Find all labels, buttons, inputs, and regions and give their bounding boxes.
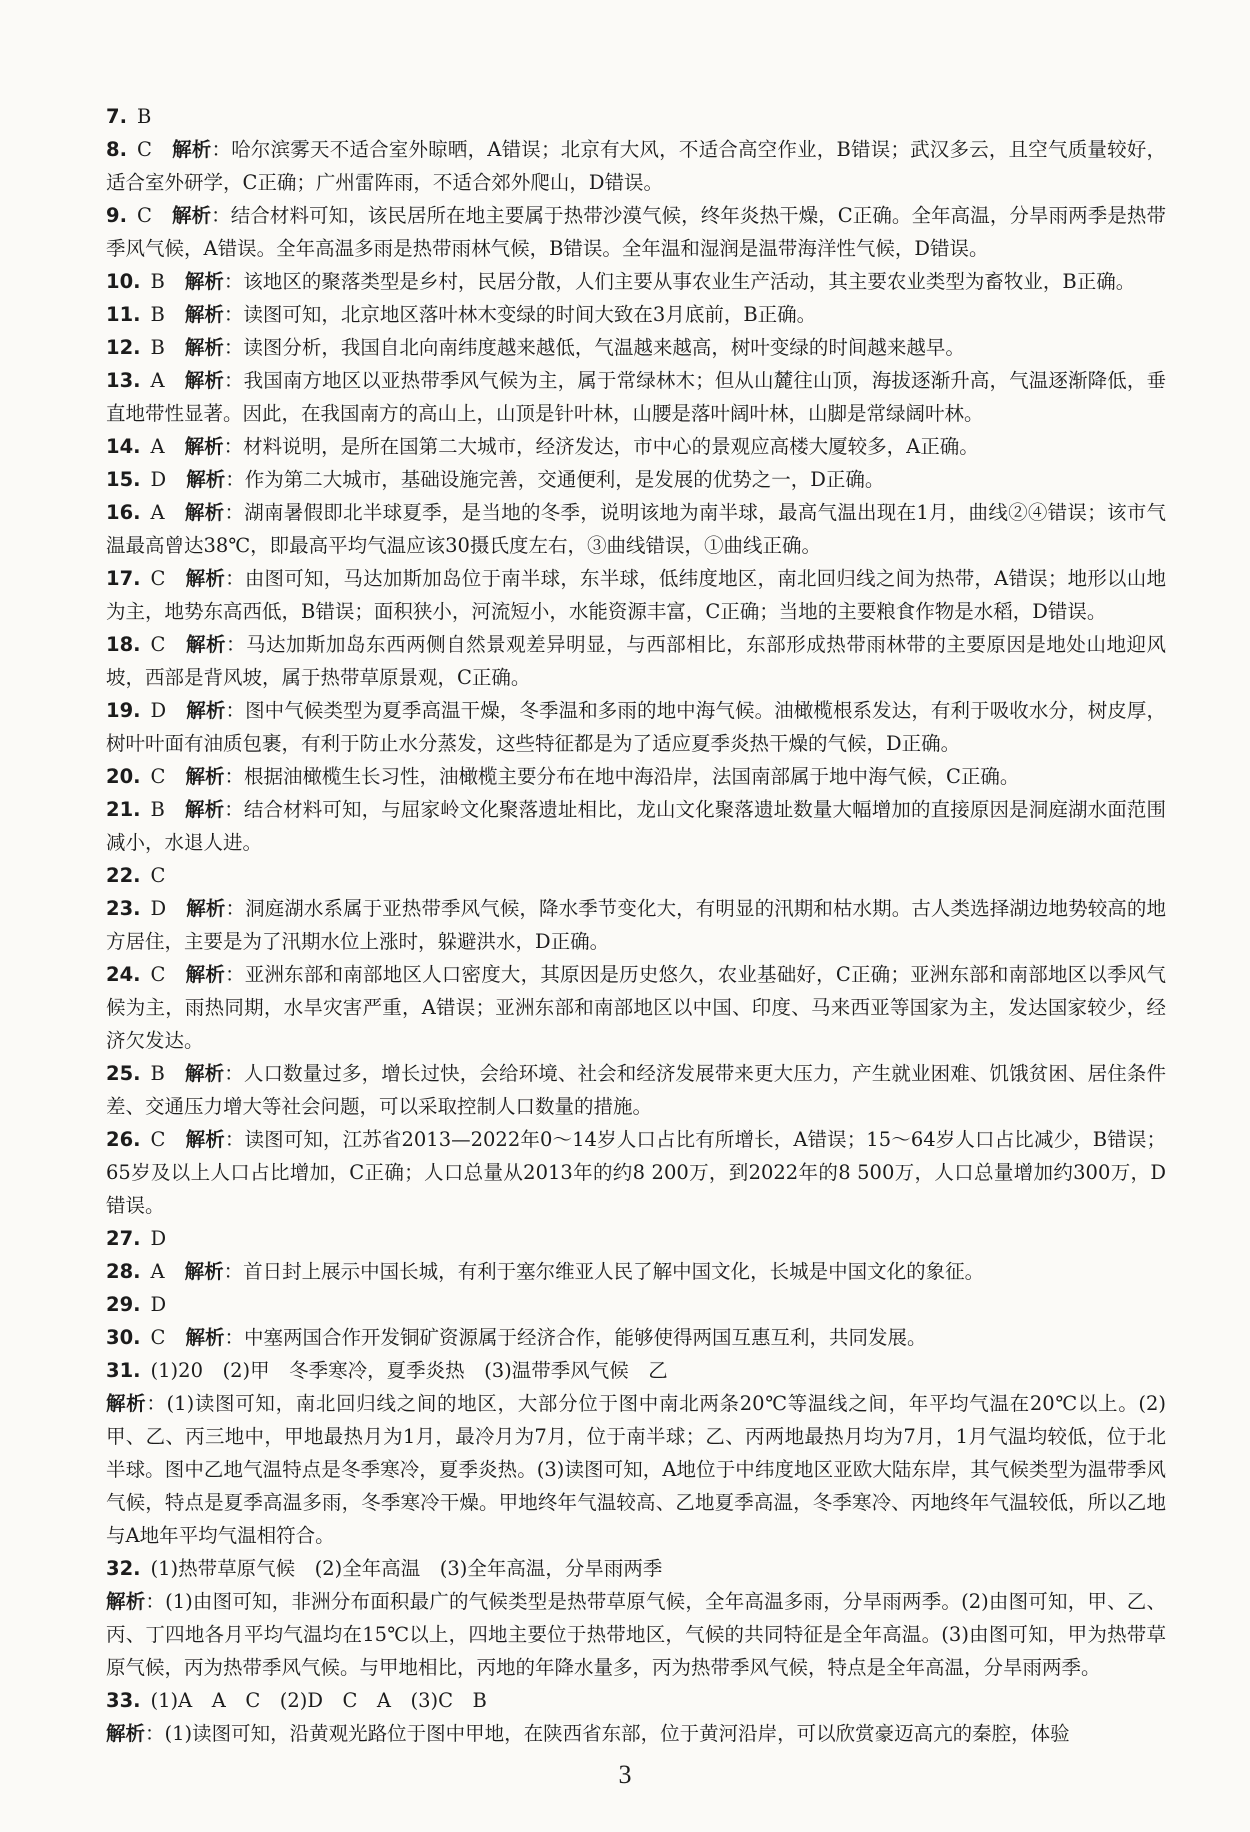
answer-item-9: 9. C 解析：结合材料可知，该民居所在地主要属于热带沙漠气候，终年炎热干燥，C正确。全年高温，分旱雨两季是热带季风气候，A错误。全年高温多雨是热带雨林气候，B错误。全年温和湿润是温带海洋性气候，D错误。	[106, 204, 1166, 260]
answer-item-32	[106, 1552, 1166, 1684]
answer-item-23: 23. D 解析：洞庭湖水系属于亚热带季风气候，降水季节变化大，有明显的汛期和枯水期。古人类选择湖边地势较高的地方居住，主要是为了汛期水位上涨时，躲避洪水，D正确。	[106, 897, 1166, 953]
answer-31-key: 31. (1)20 (2)甲 冬季寒冷，夏季炎热 (3)温带季风气候 乙	[106, 1359, 668, 1382]
answer-31-explanation: 解析：(1)读图可知，南北回归线之间的地区，大部分位于图中南北两条20℃等温线之间，年平均气温在20℃以上。(2)甲、乙、丙三地中，甲地最热月为1月，最冷月为7月，位于南半球；乙、丙两地最热月均为7月，1月气温均较低，位于北半球。图中乙地气温特点是冬季寒冷，夏季炎热。(3)读图可知，A地位于中纬度地区亚欧大陆东岸，其气候类型为温带季风气候，特点是夏季高温多雨，冬季寒冷干燥。甲地终年气温较高、乙地夏季高温，冬季寒冷、丙地终年气温较低，所以乙地与A地年平均气温相符合。	[106, 1392, 1166, 1547]
answer-item-14: 14. A 解析：材料说明，是所在国第二大城市，经济发达，市中心的景观应高楼大厦较多，A正确。	[106, 435, 979, 458]
answer-32-key: 32. (1)热带草原气候 (2)全年高温 (3)全年高温，分旱雨两季	[106, 1557, 663, 1580]
answer-item-28: 28. A 解析：首日封上展示中国长城，有利于塞尔维亚人民了解中国文化，长城是中国文化的象征。	[106, 1260, 985, 1283]
answer-item-11: 11. B 解析：读图可知，北京地区落叶林木变绿的时间大致在3月底前，B正确。	[106, 303, 817, 326]
answer-item-33	[106, 1684, 1166, 1750]
answer-item-17: 17. C 解析：由图可知，马达加斯加岛位于南半球，东半球，低纬度地区，南北回归线之间为热带，A错误；地形以山地为主，地势东高西低，B错误；面积狭小，河流短小，水能资源丰富，C正确；当地的主要粮食作物是水稻，D错误。	[106, 567, 1166, 623]
answer-item-26: 26. C 解析：读图可知，江苏省2013—2022年0～14岁人口占比有所增长，A错误；15～64岁人口占比减少，B错误；65岁及以上人口占比增加，C正确；人口总量从2013年的约8 200万，到2022年的8 500万，人口总量增加约300万，D错误。	[106, 1128, 1166, 1217]
answer-item-27: 27. D	[106, 1227, 167, 1250]
answer-item-8: 8. C 解析：哈尔滨雾天不适合室外晾晒，A错误；北京有大风，不适合高空作业，B错误；武汉多云，且空气质量较好，适合室外研学，C正确；广州雷阵雨，不适合郊外爬山，D错误。	[106, 138, 1166, 194]
answer-item-30: 30. C 解析：中塞两国合作开发铜矿资源属于经济合作，能够使得两国互惠互利，共同发展。	[106, 1326, 927, 1349]
answer-item-12: 12. B 解析：读图分析，我国自北向南纬度越来越低，气温越来越高，树叶变绿的时间越来越早。	[106, 336, 965, 359]
answer-item-19: 19. D 解析：图中气候类型为夏季高温干燥，冬季温和多雨的地中海气候。油橄榄根系发达，有利于吸收水分，树皮厚，树叶叶面有油质包裹，有利于防止水分蒸发，这些特征都是为了适应夏季炎热干燥的气候，D正确。	[106, 699, 1166, 755]
answer-item-24: 24. C 解析：亚洲东部和南部地区人口密度大，其原因是历史悠久，农业基础好，C正确；亚洲东部和南部地区以季风气候为主，雨热同期，水旱灾害严重，A错误；亚洲东部和南部地区以中国、印度、马来西亚等国家为主，发达国家较少，经济欠发达。	[106, 963, 1166, 1052]
answer-item-31	[106, 1354, 1166, 1552]
answer-item-7: 7. B	[106, 105, 152, 128]
answer-33-explanation: 解析：(1)读图可知，沿黄观光路位于图中甲地，在陕西省东部，位于黄河沿岸，可以欣赏豪迈高亢的秦腔，体验	[106, 1722, 1070, 1745]
page-number: 3	[618, 1760, 632, 1789]
answer-item-21: 21. B 解析：结合材料可知，与屈家岭文化聚落遗址相比，龙山文化聚落遗址数量大幅增加的直接原因是洞庭湖水面范围减小，水退人进。	[106, 798, 1166, 854]
answer-item-15: 15. D 解析：作为第二大城市，基础设施完善，交通便利，是发展的优势之一，D正确。	[106, 468, 885, 491]
answer-item-10: 10. B 解析：该地区的聚落类型是乡村，民居分散，人们主要从事农业生产活动，其主要农业类型为畜牧业，B正确。	[106, 270, 1136, 293]
answer-item-18: 18. C 解析：马达加斯加岛东西两侧自然景观差异明显，与西部相比，东部形成热带雨林带的主要原因是地处山地迎风坡，西部是背风坡，属于热带草原景观，C正确。	[106, 633, 1166, 689]
answer-item-16: 16. A 解析：湖南暑假即北半球夏季，是当地的冬季，说明该地为南半球，最高气温出现在1月，曲线②④错误；该市气温最高曾达38℃，即最高平均气温应该30摄氏度左右，③曲线错误，①曲线正确。	[106, 501, 1166, 557]
answer-33-key: 33. (1)A A C (2)D C A (3)C B	[106, 1689, 487, 1712]
answer-32-explanation: 解析：(1)由图可知，非洲分布面积最广的气候类型是热带草原气候，全年高温多雨，分旱雨两季。(2)由图可知，甲、乙、丙、丁四地各月平均气温均在15℃以上，四地主要位于热带地区，气候的共同特征是全年高温。(3)由图可知，甲为热带草原气候，丙为热带季风气候。与甲地相比，丙地的年降水量多，丙为热带季风气候，特点是全年高温，分旱雨两季。	[106, 1590, 1166, 1679]
answer-item-20: 20. C 解析：根据油橄榄生长习性，油橄榄主要分布在地中海沿岸，法国南部属于地中海气候，C正确。	[106, 765, 1020, 788]
answer-item-29: 29. D	[106, 1293, 167, 1316]
answer-item-13: 13. A 解析：我国南方地区以亚热带季风气候为主，属于常绿林木；但从山麓往山顶，海拔逐渐升高，气温逐渐降低，垂直地带性显著。因此，在我国南方的高山上，山顶是针叶林，山腰是落叶阔叶林，山脚是常绿阔叶林。	[106, 369, 1166, 425]
answer-item-25: 25. B 解析：人口数量过多，增长过快，会给环境、社会和经济发展带来更大压力，产生就业困难、饥饿贫困、居住条件差、交通压力增大等社会问题，可以采取控制人口数量的措施。	[106, 1062, 1166, 1118]
answer-item-22: 22. C	[106, 864, 166, 887]
answer-content	[106, 100, 1166, 1750]
